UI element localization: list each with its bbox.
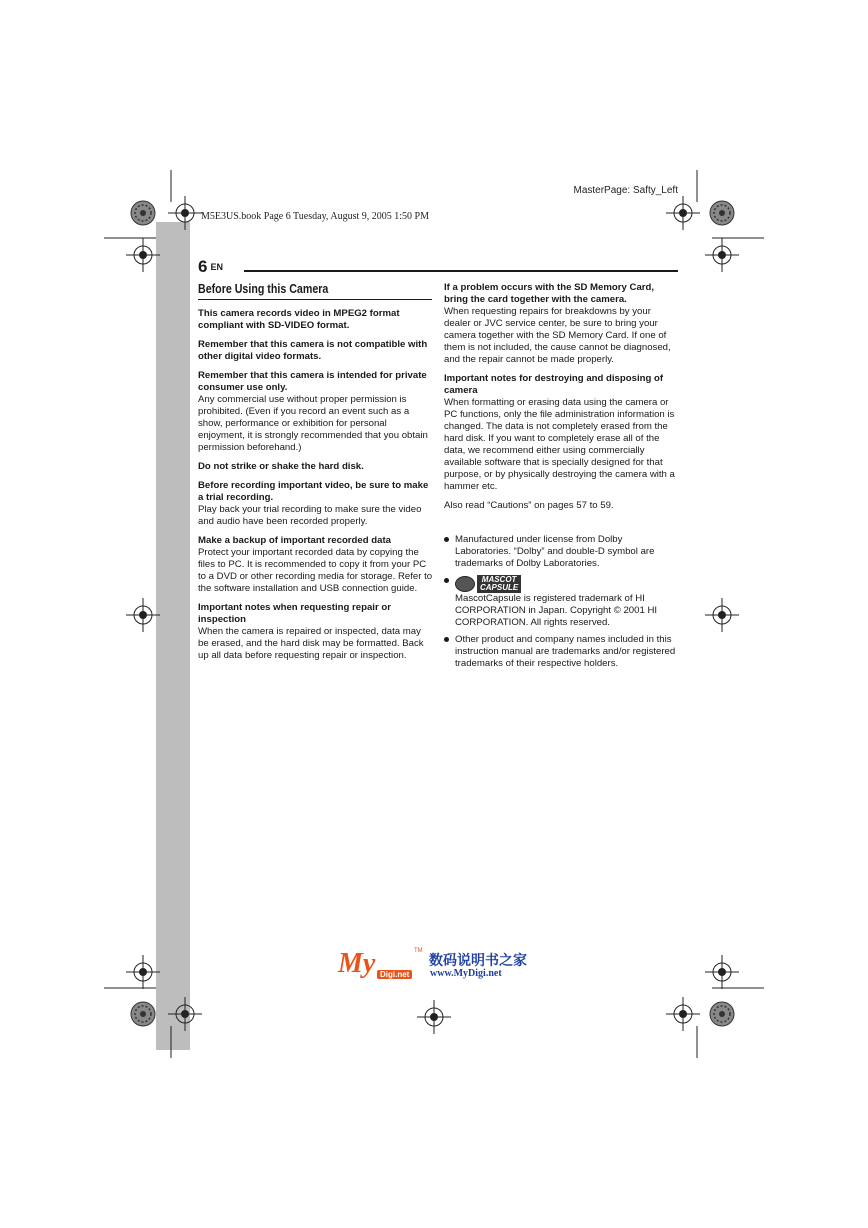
paragraph-body: When requesting repairs for breakdowns by your dealer or JVC service center, be sure to bring your camera together with the SD Memory Card. If one of them is not included, the cause cannot be diagnosed, and the repair cannot be made properly. [444,306,671,365]
also-read-note: Also read “Cautions” on pages 57 to 59. [444,500,614,511]
trademark-list [444,534,680,670]
paragraph [198,461,434,473]
paragraph-heading: This camera records video in MPEG2 format compliant with SD-VIDEO format. [198,308,400,331]
digi-net-badge: Digi.net [377,970,412,979]
paragraph-body: When the camera is repaired or inspected, data may be erased, and the hard disk may be formatted. Back up all data before requesting repair or inspection. [198,626,424,661]
paragraph-heading: Remember that this camera is intended for private consumer use only. [198,370,427,393]
language-code: EN [210,262,223,272]
paragraph-heading: Important notes when requesting repair or inspection [198,602,391,625]
list-item [444,634,680,670]
globe-icon [455,576,475,592]
my-logo-text: My [338,948,376,979]
paragraph [198,370,434,454]
mascot-notice: MascotCapsule is registered trademark of HI CORPORATION in Japan. Copyright © 2001 HI CORPORATION. All rights reserved. [455,593,658,628]
paragraph [444,373,680,493]
title-rule [198,299,432,300]
paragraph [198,339,434,363]
dolby-notice: Manufactured under license from Dolby Laboratories. “Dolby” and double-D symbol are trademarks of Dolby Laboratories. [455,534,655,569]
list-item [444,534,680,570]
paragraph-heading: Do not strike or shake the hard disk. [198,461,364,472]
master-page-label: MasterPage: Safty_Left [573,185,678,196]
right-column [444,282,680,675]
paragraph-body: When formatting or erasing data using the camera or PC functions, only the file administration information is changed. The data is not completely erased from the hard disk. If you want to completely erase all of the data, we recommend either using commercially available software that is specially designed for that purpose, or by physically destroying the camera with a hammer etc. [444,397,675,492]
paragraph [198,480,434,528]
header-rule [244,270,678,272]
paragraph [198,535,434,595]
section-title: Before Using this Camera [198,281,329,296]
bullet-icon [444,578,449,583]
paragraph-heading: Remember that this camera is not compatible with other digital video formats. [198,339,428,362]
paragraph [198,308,434,332]
paragraph [444,282,680,366]
paragraph-heading: Before recording important video, be sure to make a trial recording. [198,480,429,503]
watermark-url: www.MyDigi.net [430,968,502,979]
paragraph-body: Protect your important recorded data by copying the files to PC. It is recommended to copy it from your PC to a DVD or other recording media for storage. Refer to the software installation and USB connection guide. [198,547,433,594]
trademark-mark: TM [414,948,423,954]
list-item [444,575,680,629]
paragraph [198,602,434,662]
page-number [198,257,223,277]
left-column [198,308,434,669]
mascot-logo-top: MASCOT [481,575,517,584]
paragraph-heading: Important notes for destroying and disposing of camera [444,373,664,396]
paragraph-heading: Make a backup of important recorded data [198,535,391,546]
watermark-chinese-text: 数码说明书之家 [429,953,527,969]
bullet-icon [444,537,449,542]
bullet-icon [444,637,449,642]
mascot-capsule-logo [455,575,521,593]
mascot-logo-bottom: CAPSULE [480,583,519,592]
paragraph-body: Any commercial use without proper permission is prohibited. (Even if you record an event such as a show, performance or exhibition for personal enjoyment, it is strongly recommended that you obtain permission beforehand.) [198,394,428,453]
other-trademark-notice: Other product and company names included in this instruction manual are trademarks and/or registered trademarks of their respective holders. [455,634,676,669]
paragraph-heading: If a problem occurs with the SD Memory Card, bring the card together with the camera. [444,282,655,305]
book-info-line: M5E3US.book Page 6 Tuesday, August 9, 2005 1:50 PM [201,211,429,222]
paragraph-body: Play back your trial recording to make sure the video and audio have been recorded properly. [198,504,422,527]
page-number-value: 6 [198,257,208,276]
mascot-logo-text [477,575,521,593]
mydigi-watermark [338,948,538,984]
